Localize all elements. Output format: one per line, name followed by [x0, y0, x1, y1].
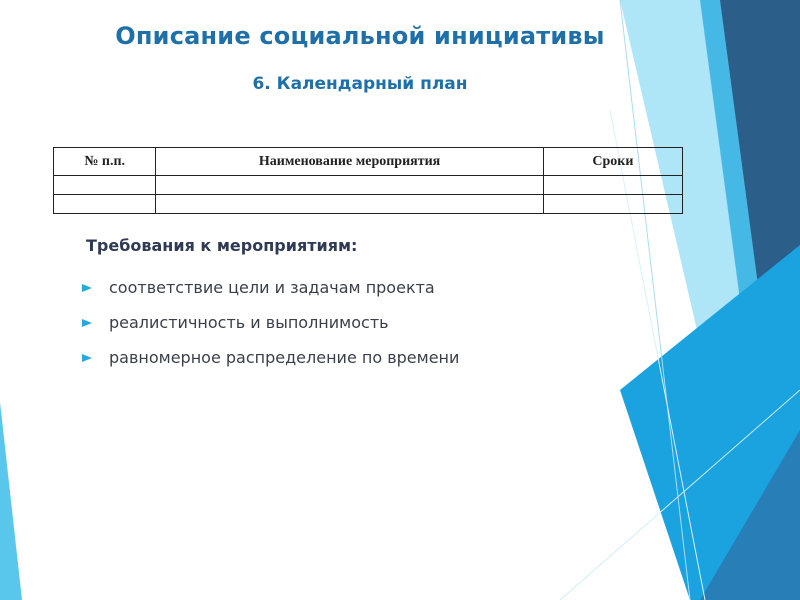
- triangle-bullet-icon: [82, 318, 92, 328]
- table-row: [54, 176, 683, 195]
- table-cell[interactable]: [156, 176, 543, 195]
- table-header-row: [54, 148, 683, 176]
- header-event-name: Наименование мероприятия: [156, 148, 543, 176]
- list-item-text: равномерное распределение по времени: [109, 348, 460, 367]
- requirements-list: [82, 270, 459, 375]
- table-cell[interactable]: [54, 176, 156, 195]
- calendar-plan-table: [53, 147, 683, 214]
- list-item: [82, 270, 459, 305]
- slide-subtitle: 6. Календарный план: [252, 74, 468, 94]
- table-cell[interactable]: [54, 195, 156, 214]
- table-cell[interactable]: [543, 195, 682, 214]
- table-cell[interactable]: [543, 176, 682, 195]
- requirements-heading: Требования к мероприятиям:: [86, 236, 358, 255]
- list-item: [82, 305, 459, 340]
- header-dates: Сроки: [543, 148, 682, 176]
- list-item: [82, 340, 459, 375]
- triangle-bullet-icon: [82, 283, 92, 293]
- slide-title: Описание социальной инициативы: [115, 22, 605, 50]
- triangle-bullet-icon: [82, 353, 92, 363]
- list-item-text: соответствие цели и задачам проекта: [109, 278, 435, 297]
- header-number: № п.п.: [54, 148, 156, 176]
- list-item-text: реалистичность и выполнимость: [109, 313, 389, 332]
- table-row: [54, 195, 683, 214]
- table-cell[interactable]: [156, 195, 543, 214]
